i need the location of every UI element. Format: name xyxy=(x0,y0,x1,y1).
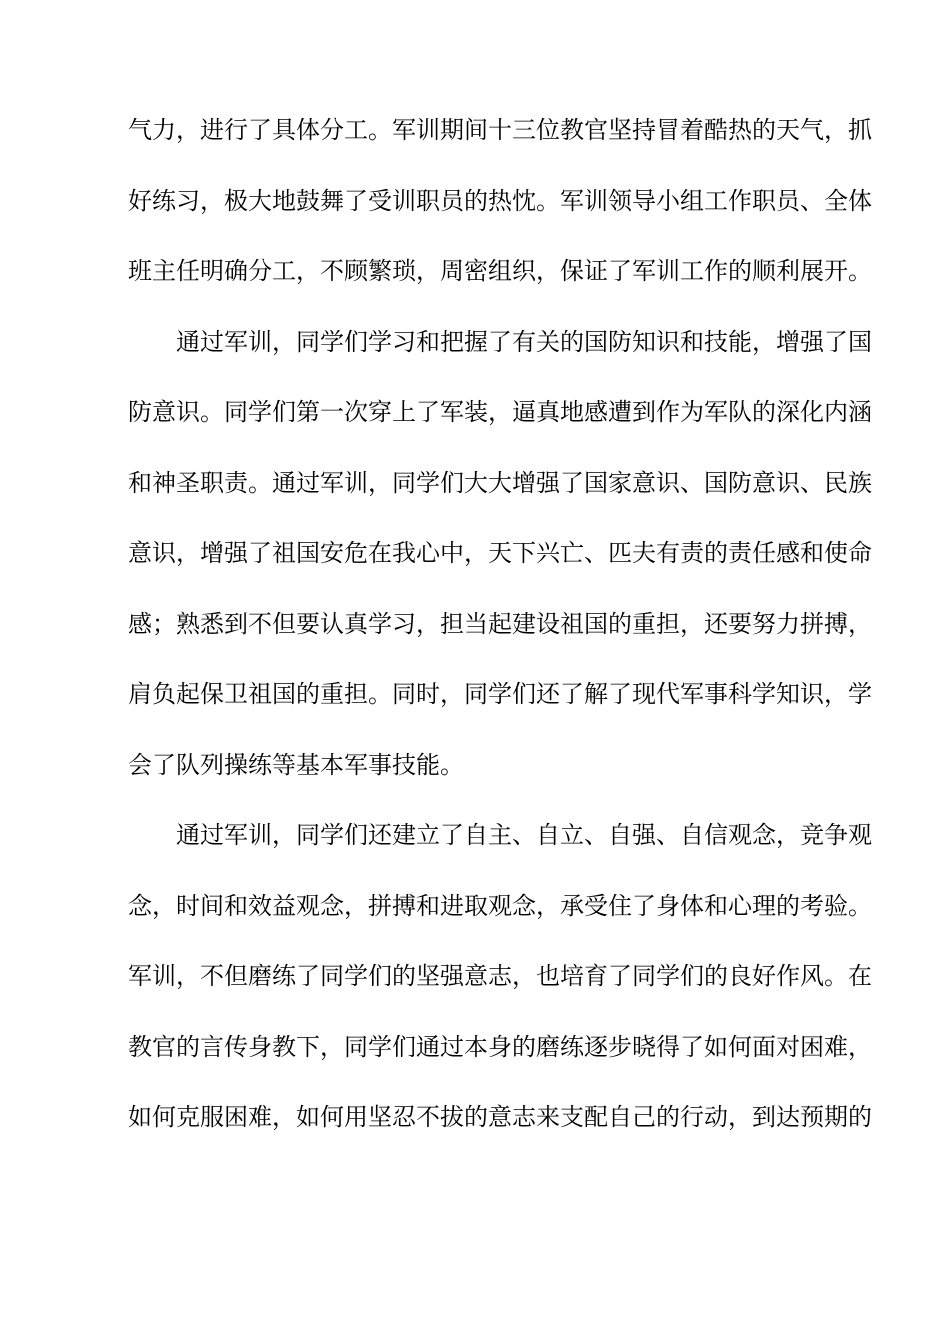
paragraph-start-line: 通过军训，同学们学习和把握了有关的国防知识和技能，增强了国 xyxy=(176,327,872,356)
text-line: 会了队列操练等基本军事技能。 xyxy=(128,750,464,779)
text-line: 感；熟悉到不但要认真学习，担当起建设祖国的重担，还要努力拼搏， xyxy=(128,609,872,638)
text-line: 气力，进行了具体分工。军训期间十三位教官坚持冒着酷热的天气，抓 xyxy=(128,116,872,144)
text-line: 意识，增强了祖国安危在我心中，天下兴亡、匹夫有责的责任感和使命 xyxy=(128,539,872,567)
text-line: 军训，不但磨练了同学们的坚强意志，也培育了同学们的良好作风。在 xyxy=(128,962,872,990)
text-line: 念，时间和效益观念，拼搏和进取观念，承受住了身体和心理的考验。 xyxy=(128,891,872,920)
text-line: 教官的言传身教下，同学们通过本身的磨练逐步晓得了如何面对困难， xyxy=(128,1032,872,1061)
text-line: 肩负起保卫祖国的重担。同时，同学们还了解了现代军事科学知识，学 xyxy=(128,680,872,708)
text-line: 防意识。同学们第一次穿上了军装，逼真地感遭到作为军队的深化内涵 xyxy=(128,398,872,426)
text-line: 如何克服困难，如何用坚忍不拔的意志来支配自己的行动，到达预期的 xyxy=(128,1103,872,1131)
text-line: 和神圣职责。通过军训，同学们大大增强了国家意识、国防意识、民族 xyxy=(128,468,872,497)
text-line: 好练习，极大地鼓舞了受训职员的热忱。军训领导小组工作职员、全体 xyxy=(128,186,872,215)
text-line: 班主任明确分工，不顾繁琐，周密组织，保证了军训工作的顺利展开。 xyxy=(128,257,872,285)
body-text xyxy=(128,116,872,1176)
paragraph-start-line: 通过军训，同学们还建立了自主、自立、自强、自信观念，竞争观 xyxy=(176,821,872,849)
